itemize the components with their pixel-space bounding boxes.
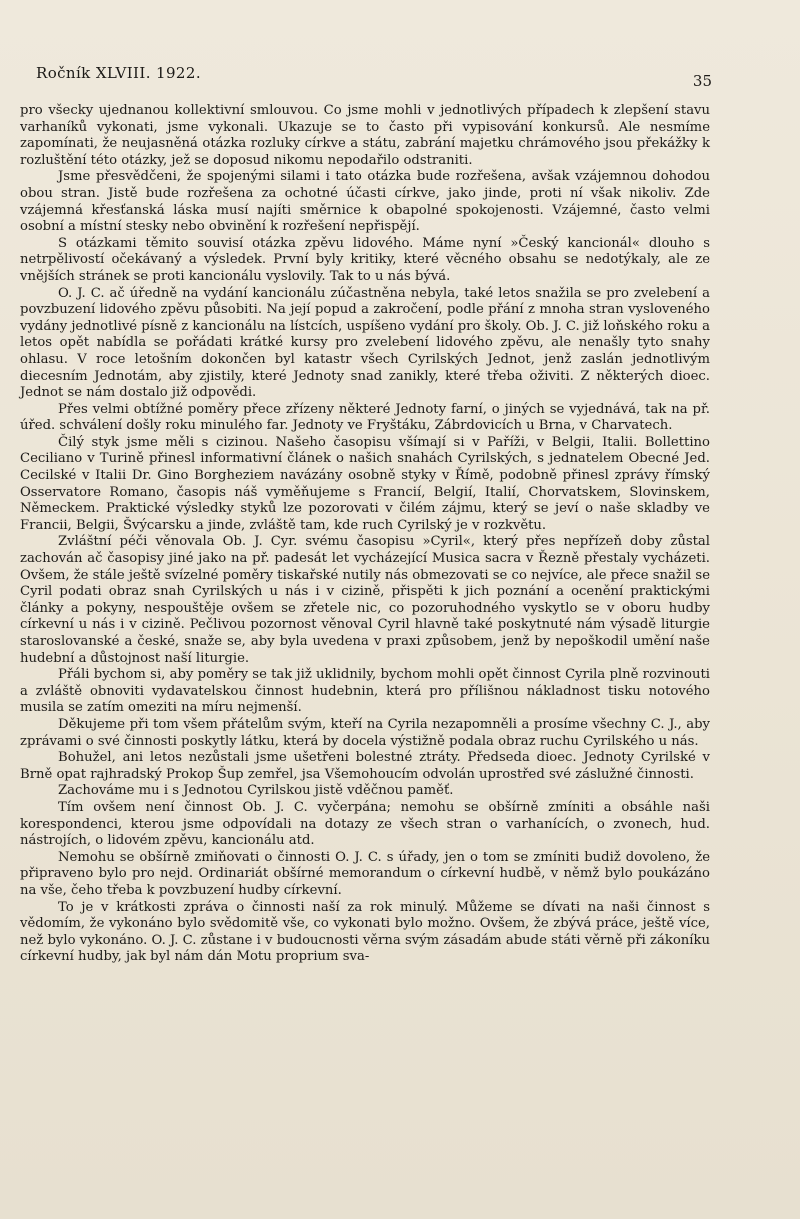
paragraph: Zachováme mu i s Jednotou Cyrilskou jistě vděčnou paměť.	[58, 783, 454, 799]
paragraph: Bohužel, ani letos nezůstali jsme ušetřeni bolestné ztráty. Předseda dioec. Jednoty Cyrilské v Brně opat rajhradský Prokop Šup zemřel, jsa Všemohoucím odvolán uprostřed své záslužné činnosti.	[20, 750, 710, 782]
paragraph: Tím ovšem není činnost Ob. J. C. vyčerpána; nemohu se obšírně zmíniti a obsáhle naši korespondenci, kterou jsme odpovídali na dotazy ze všech stran o varhanících, o zvonech, hud. nástrojích, o lidovém zpěvu, kancionálu atd.	[20, 799, 710, 849]
paragraph: Jsme přesvědčeni, že spojenými silami i tato otázka bude rozřešena, avšak vzájemnou dohodou obou stran. Jistě bude rozřešena za ochotné účasti církve, jako jinde, proti ní však nikoliv. Zde vzájemná křesťanská láska musí najíti směrnice k obapolné spokojenosti. Vzájemné, často velmi osobní a místní stesky nebo obvinění k rozřešení nepřispějí.	[20, 169, 710, 235]
paragraph: Přes velmi obtížné poměry přece zřízeny některé Jednoty farní, o jiných se vyjednává, tak na př. úřed. schválení došly roku minulého far. Jednoty ve Fryštáku, Zábrdovicích u Brna, v Charvatech.	[20, 401, 710, 434]
page-header	[36, 64, 712, 90]
paragraph: Čilý styk jsme měli s cizinou. Našeho časopisu všímají si v Paříži, v Belgii, Italii. Bollettino Ceciliano v Turině přinesl informativní článek o našich snahách Cyrilských, s jednatelem Obecné Jed. Cecilské v Italii Dr. Gino Borgheziem navázány osobně styky v Římě, podobně přinesl zprávy římský Osservatore Romano, časopis náš vyměňujeme s Francií, Belgií, Italií, Chorvatskem, Slovinskem, Německem. Praktické výsledky styků lze pozorovati v čilém zájmu, který se jeví o naše skladby ve Francii, Belgii, Švýcarsku a jinde, zvláště tam, kde ruch Cyrilský je v rozkvětu.	[20, 434, 710, 533]
paragraph: To je v krátkosti zpráva o činnosti naší za rok minulý. Můžeme se dívati na naši činnost s vědomím, že vykonáno bylo svědomitě vše, co vykonati bylo možno. Ovšem, že zbývá práce, ještě více, než bylo vykonáno. O. J. C. zůstane i v budoucnosti věrna svým zásadám abude státi věrně při zákoníku církevní hudby, jak byl nám dán Motu proprium sva-	[20, 899, 710, 965]
running-title: Ročník XLVIII. 1922.	[36, 64, 201, 82]
paragraph: S otázkami těmito souvisí otázka zpěvu lidového. Máme nyní »Český kancionál« dlouho s netrpělivostí očekávaný a výsledek. První byly kritiky, které věcného obsahu se nedotýkaly, ale ze vnějších stránek se proti kancionálu vyslovily. Tak to u nás bývá.	[20, 235, 710, 284]
paragraph: Zvláštní péči věnovala Ob. J. Cyr. svému časopisu »Cyril«, který přes nepřízeň doby zůstal zachován ač časopisy jiné jako na př. padesát let vycházející Musica sacra v Řezně přestaly vycházeti. Ovšem, že stále ještě svízelné poměry tiskařské nutily nás obmezovati se co nejvíce, ale přece snažil se Cyril podati obraz snah Cyrilských u nás i v cizině, přispěti k jich poznání a ocenění praktickými články a pokyny, nespouštěje ovšem se zřetele nic, co pozoruhodného vyskytlo se v oboru hudby církevní u nás i v cizině. Pečlivou pozornost věnoval Cyril hlavně také poskytnuté nám výsadě liturgie staroslovanské a české, snaže se, aby byla uvedena v praxi způsobem, jenž by nepoškodil umění naše hudební a důstojnost naší liturgie.	[20, 534, 710, 666]
page-number: 35	[692, 72, 712, 90]
paragraph: pro všecky ujednanou kollektivní smlouvou. Co jsme mohli v jednotlivých případech k zlepšení stavu varhaníků vykonati, jsme vykonali. Ukazuje se to často při vypisování konkursů. Ale nesmíme zapomínati, že neujasněná otázka rozluky církve a státu, zabrání majetku chrámového jsou překážky k rozluštění této otázky, jež se doposud nikomu nepodařilo odstraniti.	[20, 103, 710, 168]
paragraph: Přáli bychom si, aby poměry se tak již uklidnily, bychom mohli opět činnost Cyrila plně rozvinouti a zvláště obnoviti vydavatelskou činnost hudebnin, která pro přílišnou nákladnost tisku notového musila se zatím omeziti na míru nejmenší.	[20, 667, 710, 716]
paragraph: O. J. C. ač úředně na vydání kancionálu zúčastněna nebyla, také letos snažila se pro zvelebení a povzbuzení lidového zpěvu působiti. Na její popud a zakročení, podle přání z mnoha stran vysloveného vydány jednotlivé písně z kancionálu na lístcích, uspíšeno vydání pro školy. Ob. J. C. již loňského roku a letos opět nabídla se pořádati krátké kursy pro zvelebení lidového zpěvu, ale nenašly tyto snahy ohlasu. V roce letošním dokončen byl katastr všech Cyrilských Jednot, jenž zaslán jednotlivým diecesním Jednotám, aby zjistily, které Jednoty snad zanikly, které třeba oživiti. Z některých dioec. Jednot se nám dostalo již odpovědi.	[20, 285, 710, 401]
paragraph: Děkujeme při tom všem přátelům svým, kteří na Cyrila nezapomněli a prosíme všechny C. J., aby zprávami o své činnosti poskytly látku, která by docela výstižně podala obraz ruchu Cyrilského u nás.	[20, 716, 710, 749]
paragraph: Nemohu se obšírně zmiňovati o činnosti O. J. C. s úřady, jen o tom se zmíniti budiž dovoleno, že připraveno bylo pro nejd. Ordinariát obšírné memorandum o církevní hudbě, v němž bylo poukázáno na vše, čeho třeba k povzbuzení hudby církevní.	[20, 849, 710, 898]
body-text	[20, 103, 710, 966]
